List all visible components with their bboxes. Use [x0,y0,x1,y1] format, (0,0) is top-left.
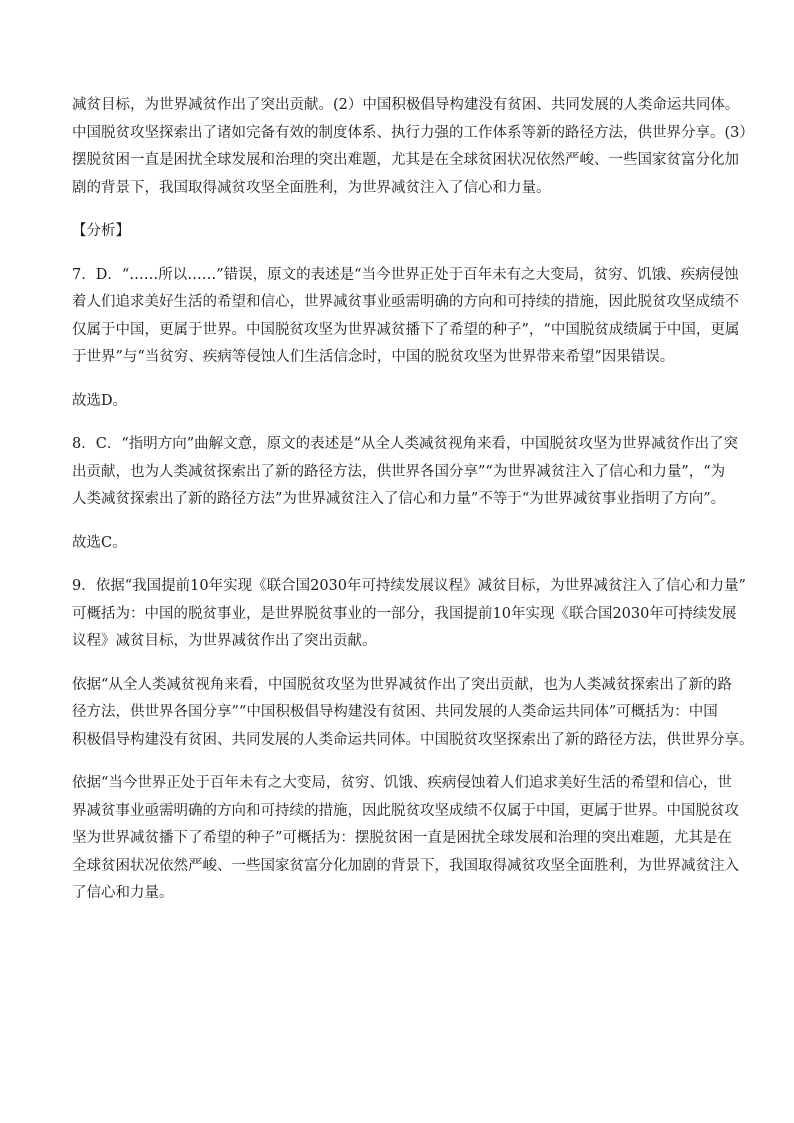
text-line: 于世界”与“当贫穷、疾病等侵蚀人们生活信念时，中国的脱贫攻坚为世界带来希望”因果错误。 [72,349,675,365]
text-line: 仅属于中国，更属于世界。中国脱贫攻坚为世界减贫播下了希望的种子”，“中国脱贫成绩属于中国，更属 [72,321,740,338]
text-line: 径方法，供世界各国分享”“中国积极倡导构建没有贫困、共同发展的人类命运共同体”可概括为：中国 [72,704,718,720]
analysis-heading [72,218,734,246]
question-9-point-3 [72,770,739,908]
text-line: 中国脱贫攻坚探索出了诸如完备有效的制度体系、执行力强的工作体系等新的路径方法，供世界分享。(3） [72,124,754,141]
document-page [72,92,754,908]
text-line: 剧的背景下，我国取得减贫攻坚全面胜利，为世界减贫注入了信心和力量。 [72,179,551,196]
text-line: 依据“当今世界正处于百年未有之大变局，贫穷、饥饿、疾病侵蚀着人们追求美好生活的希望和信心，世 [72,775,732,791]
text-line: 全球贫困状况依然严峻、一些国家贫富分化加剧的背景下，我国取得减贫攻坚全面胜利，为世界减贫注入 [72,857,739,874]
text-line: 可概括为：中国的脱贫事业，是世界脱贫事业的一部分，我国提前10年实现《联合国2030年可持续发展 [72,605,737,622]
text-line: 界减贫事业亟需明确的方向和可持续的措施，因此脱贫攻坚成绩不仅属于中国，更属于世界。中国脱贫攻 [72,802,739,819]
text-line: 出贡献，也为人类减贫探索出了新的路径方法，供世界各国分享”“为世界减贫注入了信心和力量”，“为 [72,463,726,480]
text-line: 9．依据“我国提前10年实现《联合国2030年可持续发展议程》减贫目标，为世界减贫注入了信心和力量” [72,578,746,594]
text-line: 减贫目标，为世界减贫作出了突出贡献。(2）中国积极倡导构建没有贫困、共同发展的人类命运共同体。 [72,97,740,113]
text-line: 依据“从全人类减贫视角来看，中国脱贫攻坚为世界减贫作出了突出贡献，也为人类减贫探索出了新的路 [72,676,732,693]
text-line: 7．D．“……所以……”错误，原文的表述是“当今世界正处于百年未有之大变局，贫穷、饥饿、疾病侵蚀 [72,266,739,283]
question-7-analysis [72,262,740,372]
text-line: 了信心和力量。 [72,885,174,901]
text-line: 议程》减贫目标，为世界减贫作出了突出贡献。 [72,633,377,649]
text-line: 故选C。 [72,534,127,551]
text-line: 8．C．“指明方向”曲解文意，原文的表述是“从全人类减贫视角来看，中国脱贫攻坚为世界减贫作出了突 [72,436,739,452]
question-8-choice [72,530,734,558]
text-line: 摆脱贫困一直是困扰全球发展和治理的突出难题，尤其是在全球贫困状况依然严峻、一些国家贫富分化加 [72,152,739,168]
question-8-analysis [72,431,739,514]
question-9-point-1 [72,573,746,656]
text-line: 着人们追求美好生活的希望和信心，世界减贫事业亟需明确的方向和可持续的措施，因此脱贫攻坚成绩不 [72,294,739,310]
question-9-point-2 [72,672,754,755]
text-line: 故选D。 [72,392,128,409]
answer-continuation-paragraph [72,92,754,202]
text-line: 坚为世界减贫播下了希望的种子”可概括为：摆脱贫困一直是困扰全球发展和治理的突出难题，尤其是在 [72,830,732,846]
text-line: 【分析】 [72,223,130,239]
question-7-choice [72,388,734,416]
text-line: 积极倡导构建没有贫困、共同发展的人类命运共同体。中国脱贫攻坚探索出了新的路径方法，供世界分享。 [72,731,754,748]
text-line: 人类减贫探索出了新的路径方法”为世界减贫注入了信心和力量”不等于“为世界减贫事业指明了方向”。 [72,491,726,507]
